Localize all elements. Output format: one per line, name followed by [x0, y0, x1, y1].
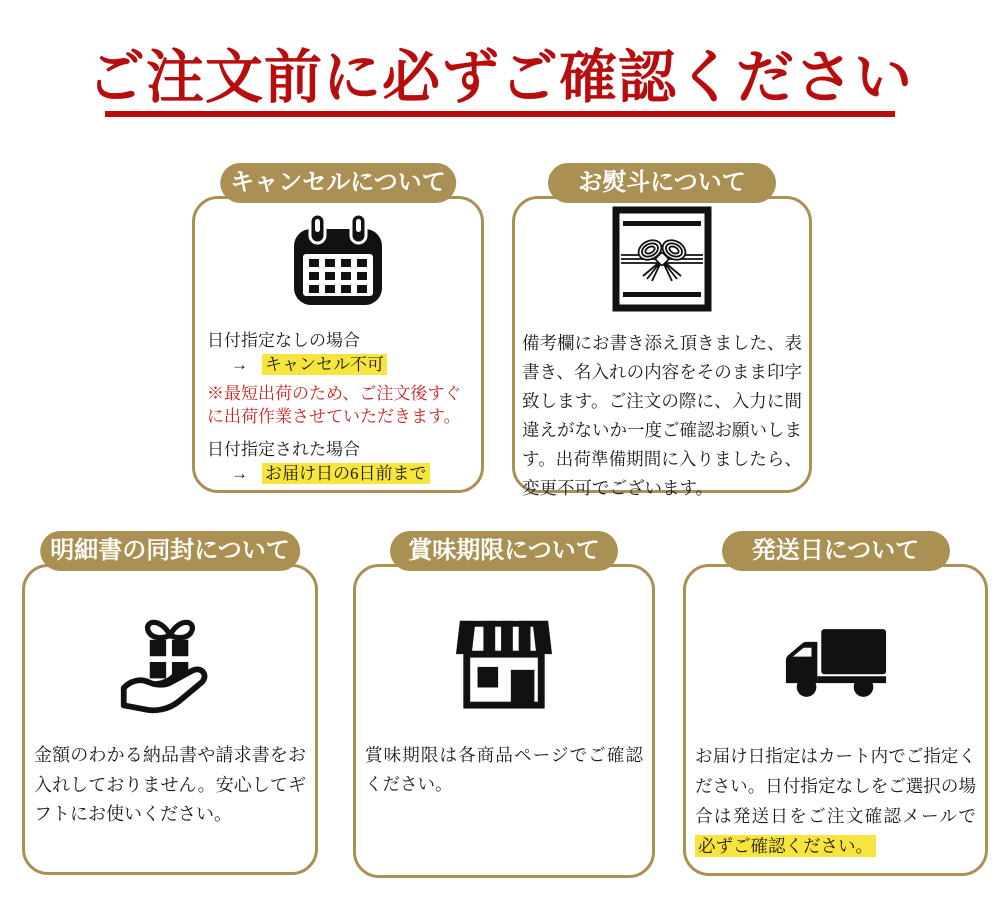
calendar-icon	[195, 203, 481, 315]
card-title-badge: 発送日について	[722, 531, 950, 571]
card-body	[695, 741, 976, 861]
card-body: 金額のわかる納品書や請求書をお入れしておりません。安心してギフトにお使いください。	[34, 745, 306, 824]
card-shipping-date	[683, 538, 988, 876]
noshi-gift-icon	[515, 203, 809, 315]
card-body: 賞味期限は各商品ページでご確認ください。	[365, 745, 643, 794]
case-dated-result	[207, 462, 465, 486]
card-noshi	[512, 170, 812, 498]
card-title-badge: キャンセルについて	[220, 163, 456, 203]
page-title: ご注文前に必ずご確認ください	[86, 45, 913, 110]
card-cancellation	[192, 170, 484, 493]
highlighted-text: お届け日の6日前まで	[262, 463, 430, 484]
card-title-badge: 明細書の同封について	[40, 531, 300, 571]
card-expiration	[353, 538, 655, 878]
card-title-badge: お熨斗について	[548, 163, 776, 203]
case-dated-label: 日付指定された場合	[207, 440, 360, 459]
truck-icon	[686, 607, 985, 717]
shipping-body-text: お届け日指定はカート内でご指定ください。日付指定なしをご選択の場合は発送日をご注文確認メールで	[695, 746, 976, 826]
highlighted-text: キャンセル不可	[262, 354, 387, 375]
shipping-note: ※最短出荷のため、ご注文後すぐに出荷作業させていただきます。	[207, 384, 462, 426]
case-no-date-result	[207, 353, 465, 377]
card-body: 備考欄にお書き添え頂きました、表書き、名入れの内容をそのまま印字致します。ご注文の際に、入力に間違えがないか一度ご確認お願いします。出荷準備期間に入りましたら、変更不可でございます。	[522, 333, 802, 498]
highlighted-text: 必ずご確認ください。	[695, 835, 876, 857]
case-no-date-label: 日付指定なしの場合	[207, 331, 360, 350]
gift-in-hand-icon	[25, 607, 315, 717]
title-underline	[105, 111, 895, 117]
card-title-badge: 賞味期限について	[390, 531, 618, 571]
card-body	[207, 329, 465, 486]
storefront-icon	[356, 607, 652, 717]
arrow-glyph: →	[231, 355, 248, 374]
card-invoice	[22, 538, 318, 875]
arrow-glyph: →	[231, 464, 248, 483]
